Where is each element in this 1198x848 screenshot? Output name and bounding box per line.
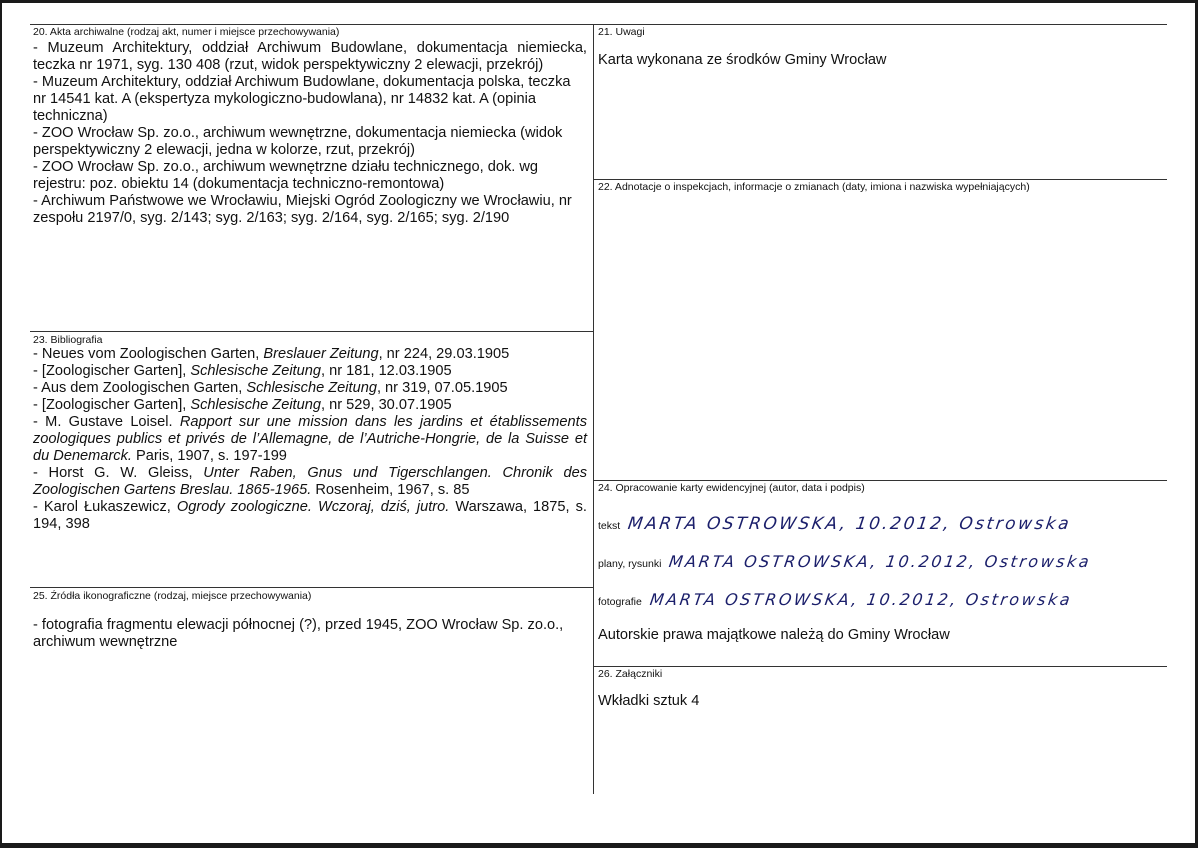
iconography-text: - fotografia fragmentu elewacji północnej (?), przed 1945, ZOO Wrocław Sp. zo.o., archiwum wewnętrzne (33, 617, 564, 650)
row-label: tekst (598, 520, 621, 532)
bibliography-item: - Horst G. W. Gleiss, Unter Raben, Gnus und Tigerschlangen. Chronik des Zoologischen Gartens Breslau. 1865-1965. Rosenheim, 1967, s. 85 (33, 465, 587, 498)
bibliography-item: - Neues vom Zoologischen Garten, Breslauer Zeitung, nr 224, 29.03.1905 (33, 346, 510, 362)
author-row-photos (598, 590, 1072, 609)
bibliography-item: - Karol Łukaszewicz, Ogrody zoologiczne. Wczoraj, dziś, jutro. Warszawa, 1875, s. 194, 398 (33, 499, 587, 532)
author-row-text (598, 514, 1071, 534)
row-label: fotografie (598, 596, 642, 608)
section-25-header: 25. Źródła ikonograficzne (rodzaj, miejsce przechowywania) (33, 590, 312, 602)
remarks-text: Karta wykonana ze środków Gminy Wrocław (598, 52, 887, 68)
bibliography-item: - [Zoologischer Garten], Schlesische Zeitung, nr 181, 12.03.1905 (33, 363, 452, 379)
archive-entry: - Archiwum Państwowe we Wrocławiu, Miejski Ogród Zoologiczny we Wrocławiu, nr zespołu 2197/0, syg. 2/143; syg. 2/163; syg. 2/164, syg. 2/165; syg. 2/190 (33, 193, 572, 226)
archive-entry: - Muzeum Architektury, oddział Archiwum Budowlane, dokumentacja polska, teczka nr 14541 kat. A (ekspertyza mykologiczno-budowlana), nr 14832 kat. A (opinia techniczna) (33, 74, 571, 124)
column-divider (593, 24, 594, 794)
scan-border-bottom (0, 843, 1198, 848)
row-label: plany, rysunki (598, 558, 662, 570)
rule-23 (30, 331, 593, 332)
archive-entry: - Muzeum Architektury, oddział Archiwum Budowlane, dokumentacja niemiecka, teczka nr 1971, syg. 130 408 (rzut, widok perspektywiczny 2 elewacji, przekrój) (33, 40, 587, 73)
section-23-header: 23. Bibliografia (33, 334, 103, 346)
author-row-drawings (598, 552, 1092, 571)
section-24-header: 24. Opracowanie karty ewidencyjnej (autor, data i podpis) (598, 482, 865, 494)
section-22-header: 22. Adnotacje o inspekcjach, informacje o zmianach (daty, imiona i nazwiska wypełniających) (598, 181, 1030, 193)
scan-border-top (0, 0, 1198, 3)
handwritten-signature: MARTA OSTROWSKA, 10.2012, Ostrowska (648, 590, 1074, 609)
handwritten-signature: MARTA OSTROWSKA, 10.2012, Ostrowska (668, 552, 1093, 571)
archive-entry: - ZOO Wrocław Sp. zo.o., archiwum wewnętrzne, dokumentacja niemiecka (widok perspektywiczny 2 elewacji, jedna w kolorze, rzut, przekrój) (33, 125, 563, 158)
rule-24 (593, 480, 1167, 481)
section-26-header: 26. Załączniki (598, 668, 663, 680)
bibliography-item: - Aus dem Zoologischen Garten, Schlesische Zeitung, nr 319, 07.05.1905 (33, 380, 508, 396)
copyright-text: Autorskie prawa majątkowe należą do Gminy Wrocław (598, 627, 950, 643)
section-21-header: 21. Uwagi (598, 26, 645, 38)
attachments-text: Wkładki sztuk 4 (598, 693, 700, 709)
bibliography-list (33, 346, 587, 533)
bibliography-item: - [Zoologischer Garten], Schlesische Zeitung, nr 529, 30.07.1905 (33, 397, 452, 413)
section-20-header: 20. Akta archiwalne (rodzaj akt, numer i miejsce przechowywania) (33, 26, 340, 38)
archive-entry: - ZOO Wrocław Sp. zo.o., archiwum wewnętrzne działu technicznego, dok. wg rejestru: poz. obiektu 14 (dokumentacja techniczno-remontowa) (33, 159, 539, 192)
bibliography-item: - M. Gustave Loisel. Rapport sur une mission dans les jardins et établissements zoologiques publics et privés de l’Allemagne, de l’Autriche-Hongrie, de la Suisse et du Denemarck. Paris, 1907, s. 197-199 (33, 414, 588, 464)
top-rule (30, 24, 1167, 25)
section-20-content (33, 40, 587, 227)
rule-22 (593, 179, 1167, 180)
handwritten-signature: MARTA OSTROWSKA, 10.2012, Ostrowska (626, 514, 1073, 534)
rule-26 (593, 666, 1167, 667)
rule-25 (30, 587, 593, 588)
scan-border-left (0, 0, 2, 848)
